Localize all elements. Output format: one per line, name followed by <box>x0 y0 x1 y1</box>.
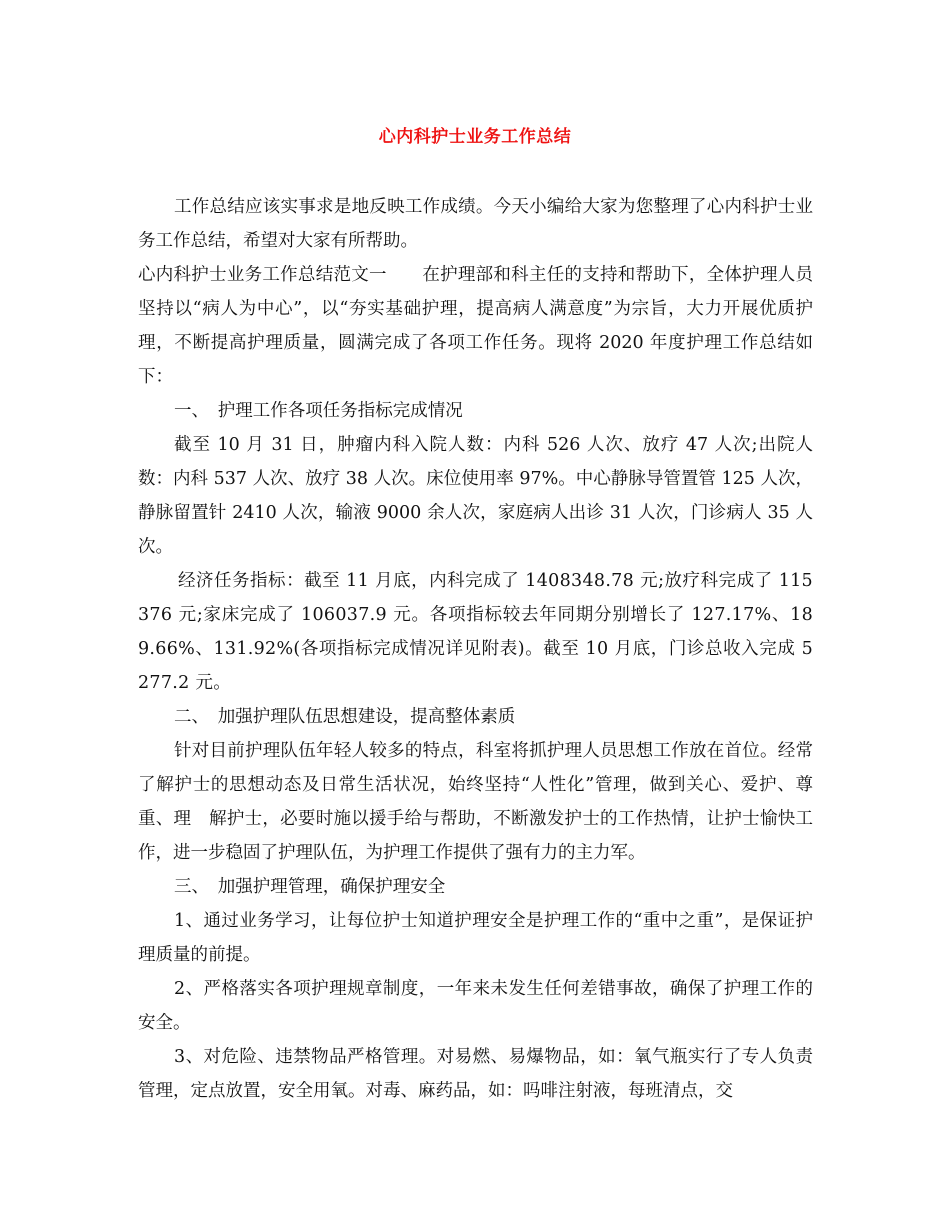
safety-item-3: 3、对危险、违禁物品严格管理。对易燃、易爆物品，如：氧气瓶实行了专人负责管理，定点放置，安全用氧。对毒、麻药品，如：吗啡注射液，每班清点，交 <box>138 1047 813 1101</box>
section-heading-1: 一、 护理工作各项任务指标完成情况 <box>174 401 463 421</box>
document-title: 心内科护士业务工作总结 <box>378 127 572 147</box>
team-building-paragraph: 针对目前护理队伍年轻人较多的特点，科室将抓护理人员思想工作放在首位。经常了解护士的思想动态及日常生活状况，始终坚持“人性化”管理，做到关心、爱护、尊重、理 解护士，必要时施以援手给与帮助，不断激发护士的工作热情，让护士愉快工作，进一步稳固了护理队伍，为护理工作提供了强有力的主力军。 <box>138 741 813 863</box>
intro-paragraph: 工作总结应该实事求是地反映工作成绩。今天小编给大家为您整理了心内科护士业务工作总结，希望对大家有所帮助。 <box>138 197 813 251</box>
document-body <box>138 190 813 1108</box>
statistics-paragraph: 截至 10 月 31 日，肿瘤内科入院人数：内科 526 人次、放疗 47 人次;出院人数：内科 537 人次、放疗 38 人次。床位使用率 97%。中心静脉导管置管 125 人次，静脉留置针 2410 人次，输液 9000 余人次，家庭病人出诊 31 人次，门诊病人 35 人次。 <box>138 435 813 557</box>
section-heading-2: 二、 加强护理队伍思想建设，提高整体素质 <box>174 707 516 727</box>
sample-one-paragraph: 心内科护士业务工作总结范文一 在护理部和科主任的支持和帮助下，全体护理人员坚持以“病人为中心”，以“夯实基础护理，提高病人满意度”为宗旨，大力开展优质护理，不断提高护理质量，圆满完成了各项工作任务。现将 2020 年度护理工作总结如下： <box>138 265 813 387</box>
economic-paragraph: 经济任务指标：截至 11 月底，内科完成了 1408348.78 元;放疗科完成了 115376 元;家床完成了 106037.9 元。各项指标较去年同期分别增长了 127.17%、189.66%、131.92%(各项指标完成情况详见附表)。截至 10 月底，门诊总收入完成 5277.2 元。 <box>138 571 813 693</box>
safety-item-2: 2、严格落实各项护理规章制度，一年来未发生任何差错事故，确保了护理工作的安全。 <box>138 979 813 1033</box>
safety-item-1: 1、通过业务学习，让每位护士知道护理安全是护理工作的“重中之重”，是保证护理质量的前提。 <box>138 911 813 965</box>
section-heading-3: 三、 加强护理管理，确保护理安全 <box>174 877 446 897</box>
